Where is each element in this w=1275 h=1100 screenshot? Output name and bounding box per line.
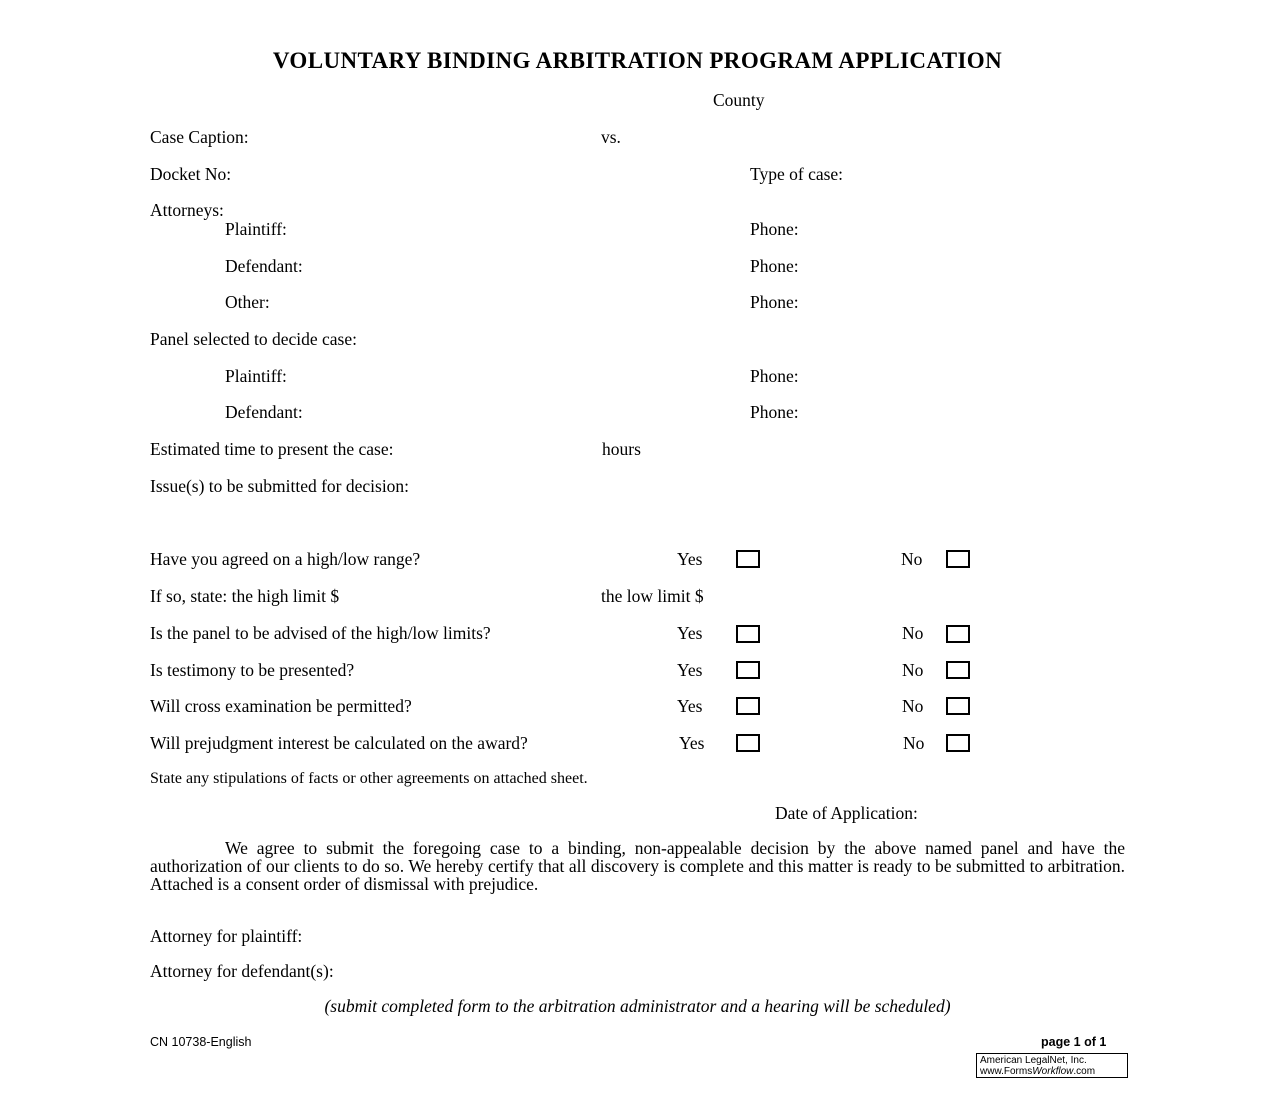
cross-exam-no-label: No xyxy=(902,696,924,716)
panel-advised-yes-checkbox[interactable] xyxy=(736,625,760,643)
panel-defendant-phone-label: Phone: xyxy=(750,402,799,422)
cross-exam-yes-label: Yes xyxy=(677,696,703,716)
attorney-defendant-label: Defendant: xyxy=(225,256,303,276)
cross-exam-yes-checkbox[interactable] xyxy=(736,697,760,715)
panel-plaintiff-phone-label: Phone: xyxy=(750,366,799,386)
hours-label: hours xyxy=(602,439,641,459)
attorney-defendant-phone-label: Phone: xyxy=(750,256,799,276)
page-number: page 1 of 1 xyxy=(1041,1035,1107,1049)
form-code: CN 10738-English xyxy=(150,1035,252,1049)
case-caption-label: Case Caption: xyxy=(150,127,249,147)
testimony-no-label: No xyxy=(902,660,924,680)
prejudgment-no-label: No xyxy=(903,733,925,753)
panel-label: Panel selected to decide case: xyxy=(150,329,357,349)
high-limit-label: If so, state: the high limit $ xyxy=(150,586,340,606)
county-label: County xyxy=(713,90,765,110)
attorney-other-phone-label: Phone: xyxy=(750,292,799,312)
issues-label: Issue(s) to be submitted for decision: xyxy=(150,476,410,496)
vs-label: vs. xyxy=(601,127,621,147)
panel-advised-no-label: No xyxy=(902,623,924,643)
type-of-case-label: Type of case: xyxy=(750,164,844,184)
panel-advised-question: Is the panel to be advised of the high/low limits? xyxy=(150,623,491,643)
high-low-yes-label: Yes xyxy=(677,549,703,569)
attorney-for-plaintiff-label: Attorney for plaintiff: xyxy=(150,926,303,946)
attorneys-label: Attorneys: xyxy=(150,200,224,220)
cross-exam-no-checkbox[interactable] xyxy=(946,697,970,715)
testimony-yes-label: Yes xyxy=(677,660,703,680)
testimony-question: Is testimony to be presented? xyxy=(150,660,355,680)
date-of-application-label: Date of Application: xyxy=(775,803,918,823)
testimony-no-checkbox[interactable] xyxy=(946,661,970,679)
high-low-yes-checkbox[interactable] xyxy=(736,550,760,568)
prejudgment-yes-label: Yes xyxy=(679,733,705,753)
docket-label: Docket No: xyxy=(150,164,232,184)
panel-advised-yes-label: Yes xyxy=(677,623,703,643)
attorney-plaintiff-phone-label: Phone: xyxy=(750,219,799,239)
publisher-name: American LegalNet, Inc. xyxy=(980,1055,1087,1066)
estimated-time-label: Estimated time to present the case: xyxy=(150,439,394,459)
panel-advised-no-checkbox[interactable] xyxy=(946,625,970,643)
prejudgment-question: Will prejudgment interest be calculated on the award? xyxy=(150,733,528,753)
submission-instruction: (submit completed form to the arbitration administrator and a hearing will be scheduled) xyxy=(324,996,951,1016)
attorney-other-label: Other: xyxy=(225,292,270,312)
publisher-website xyxy=(980,1066,1124,1077)
high-low-question: Have you agreed on a high/low range? xyxy=(150,549,421,569)
website-italic: Workflow xyxy=(1032,1066,1074,1077)
website-prefix: www.Forms xyxy=(980,1066,1033,1077)
testimony-yes-checkbox[interactable] xyxy=(736,661,760,679)
prejudgment-no-checkbox[interactable] xyxy=(946,734,970,752)
panel-defendant-label: Defendant: xyxy=(225,402,303,422)
publisher-box xyxy=(976,1053,1128,1078)
attorney-plaintiff-label: Plaintiff: xyxy=(225,219,287,239)
website-suffix: .com xyxy=(1073,1066,1096,1077)
prejudgment-yes-checkbox[interactable] xyxy=(736,734,760,752)
stipulations-note: State any stipulations of facts or other agreements on attached sheet. xyxy=(150,770,588,787)
panel-plaintiff-label: Plaintiff: xyxy=(225,366,287,386)
high-low-no-label: No xyxy=(901,549,923,569)
cross-exam-question: Will cross examination be permitted? xyxy=(150,696,412,716)
high-low-no-checkbox[interactable] xyxy=(946,550,970,568)
attorney-for-defendant-label: Attorney for defendant(s): xyxy=(150,961,334,981)
low-limit-label: the low limit $ xyxy=(601,586,704,606)
form-title: VOLUNTARY BINDING ARBITRATION PROGRAM APPLICATION xyxy=(272,48,1003,73)
agreement-paragraph: We agree to submit the foregoing case to a binding, non-appealable decision by the above named panel and have the authorization of our clients to do so. We hereby certify that all discovery is complete and this matter is ready to be submitted to arbitration. Attached is a consent order of dismissal with prejudice. xyxy=(150,838,1125,894)
